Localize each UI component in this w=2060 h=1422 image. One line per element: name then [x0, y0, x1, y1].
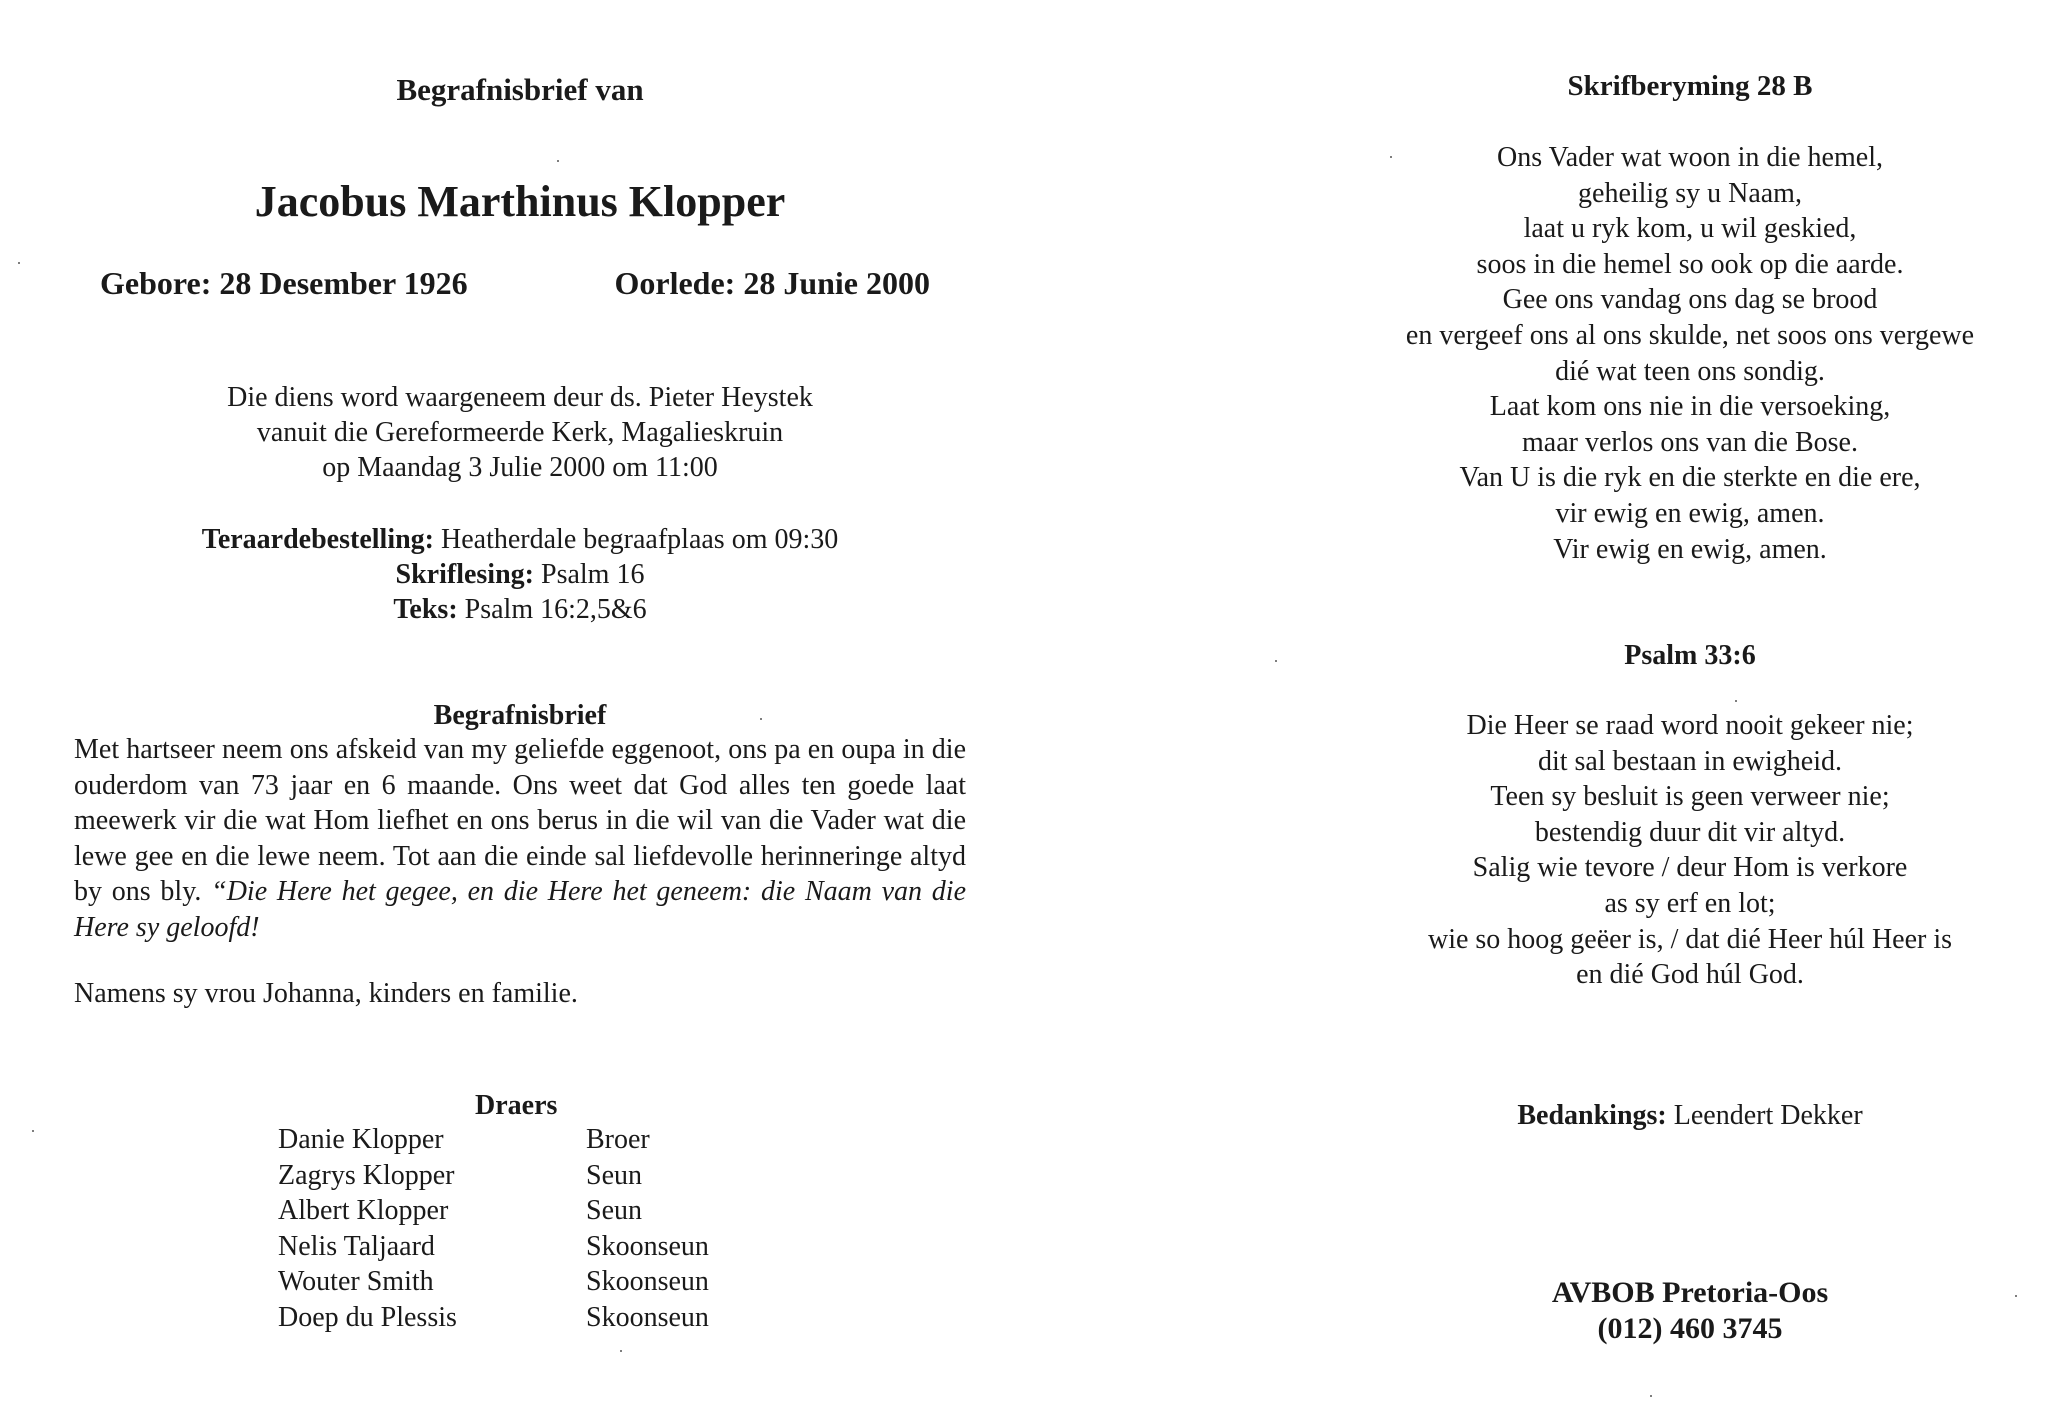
scan-speck: [32, 1130, 34, 1132]
psalm-line: Teen sy besluit is geen verweer nie;: [1490, 781, 1890, 813]
scan-speck: [1390, 156, 1392, 158]
hymn-line: Gee ons vandag ons dag se brood: [1502, 284, 1878, 316]
hymn-verse: [1320, 140, 2060, 567]
psalm-line: as sy erf en lot;: [1604, 887, 1776, 919]
bearer-row: [278, 1229, 758, 1265]
letter-quote: “Die Here het gegee, en die Here het geneem: die Naam van die Here sy geloofd!: [74, 876, 967, 943]
hymn-line: Laat kom ons nie in die versoeking,: [1489, 391, 1891, 423]
bearer-relation: Seun: [586, 1195, 642, 1226]
detail-interment: [70, 522, 970, 557]
psalm-title: Psalm 33:6: [1624, 640, 1756, 671]
deceased-name: Jacobus Marthinus Klopper: [254, 177, 786, 226]
psalm-verse: [1320, 708, 2060, 993]
detail-value: Psalm 16: [534, 559, 645, 590]
letter-text: Met hartseer neem ons afskeid van my geliefde eggenoot, ons pa en oupa in die ouderdom van 73 jaar en 6 maande. Ons weet dat God alles ten goede laat meewerk vir die wat Hom liefhet en ons berus in die wil van die Vader wat die lewe gee en die lewe neem. Tot aan die einde sal liefdevolle herinneringe altyd by ons bly.: [74, 734, 966, 907]
bearer-name: Danie Klopper: [278, 1124, 444, 1155]
service-info: [70, 380, 970, 485]
bearer-row: [278, 1193, 758, 1229]
scan-speck: [620, 1350, 622, 1352]
hymn-line: laat u ryk kom, u wil geskied,: [1523, 213, 1857, 245]
detail-value: Heatherdale begraafplaas om 09:30: [434, 524, 839, 555]
death-date: Oorlede: 28 Junie 2000: [614, 265, 930, 301]
bearer-row: [278, 1264, 758, 1300]
life-dates: [100, 265, 970, 302]
hymn-line: Ons Vader wat woon in die hemel,: [1497, 142, 1883, 173]
detail-label: Teks:: [393, 594, 458, 625]
hymn-title: Skrifberyming 28 B: [1567, 70, 1813, 102]
psalm-line: en dié God húl God.: [1576, 959, 1804, 991]
detail-label: Skriflesing:: [395, 559, 534, 590]
service-line: op Maandag 3 Julie 2000 om 11:00: [322, 452, 718, 483]
undertaker-name: AVBOB Pretoria-Oos: [1551, 1276, 1829, 1309]
thanks-value: Leendert Dekker: [1666, 1100, 1863, 1131]
bearers-title: Draers: [475, 1090, 558, 1121]
psalm-line: wie so hoog geëer is, / dat dié Heer húl Heer is: [1427, 923, 1953, 955]
letter-body: [74, 732, 966, 945]
undertaker-phone: (012) 460 3745: [1597, 1312, 1783, 1345]
thanks-line: [1360, 1100, 2020, 1132]
bearer-relation: Skoonseun: [586, 1266, 709, 1297]
bearer-relation: Broer: [586, 1124, 650, 1155]
scan-speck: [2015, 1295, 2017, 1297]
detail-value: Psalm 16:2,5&6: [457, 594, 647, 625]
scan-speck: [1735, 700, 1737, 702]
right-panel: [1360, 0, 2020, 1422]
bearer-name: Nelis Taljaard: [278, 1230, 435, 1262]
hymn-line: soos in die hemel so ook op die aarde.: [1476, 248, 1904, 280]
detail-label: Teraardebestelling:: [201, 524, 434, 555]
burial-details: [70, 522, 970, 627]
scan-speck: [1650, 1395, 1652, 1397]
scan-speck: [18, 262, 20, 264]
bearers-list: [278, 1122, 758, 1335]
service-line: vanuit die Gereformeerde Kerk, Magalieskruin: [256, 417, 784, 448]
bearer-relation: Skoonseun: [586, 1301, 709, 1333]
detail-text: [70, 592, 970, 627]
detail-reading: [70, 557, 970, 592]
hymn-line: en vergeef ons al ons skulde, net soos ons vergewe: [1405, 319, 1975, 351]
bearer-relation: Skoonseun: [586, 1230, 709, 1262]
hymn-line: dié wat teen ons sondig.: [1555, 355, 1825, 387]
psalm-line: bestendig duur dit vir altyd.: [1534, 816, 1846, 848]
birth-date: Gebore: 28 Desember 1926: [100, 265, 468, 301]
hymn-line: Van U is die ryk en die sterkte en die ere,: [1459, 462, 1921, 494]
hymn-line: vir ewig en ewig, amen.: [1555, 497, 1825, 529]
bearer-name: Wouter Smith: [278, 1266, 434, 1297]
scan-speck: [1275, 660, 1277, 662]
leaflet-heading: Begrafnisbrief van: [396, 72, 644, 107]
bearer-name: Albert Klopper: [278, 1195, 449, 1226]
hymn-line: geheilig sy u Naam,: [1578, 177, 1802, 209]
hymn-line: Vir ewig en ewig, amen.: [1553, 533, 1827, 565]
psalm-line: dit sal bestaan in ewigheid.: [1537, 745, 1843, 777]
undertaker-block: [1360, 1275, 2020, 1347]
psalm-line: Salig wie tevore / deur Hom is verkore: [1472, 852, 1908, 884]
bearer-row: [278, 1122, 758, 1158]
bearer-row: [278, 1158, 758, 1194]
thanks-label: Bedankings:: [1517, 1100, 1667, 1131]
letter-closing: Namens sy vrou Johanna, kinders en familie.: [74, 978, 578, 1009]
psalm-line: Die Heer se raad word nooit gekeer nie;: [1466, 710, 1914, 741]
bearer-name: Zagrys Klopper: [278, 1159, 455, 1191]
hymn-line: maar verlos ons van die Bose.: [1522, 426, 1858, 458]
scan-speck: [760, 718, 762, 720]
bearer-row: [278, 1300, 758, 1336]
scan-speck: [557, 160, 559, 162]
bearer-relation: Seun: [586, 1159, 642, 1191]
service-line: Die diens word waargeneem deur ds. Pieter Heystek: [227, 382, 813, 413]
letter-title: Begrafnisbrief: [433, 700, 607, 731]
bearer-name: Doep du Plessis: [278, 1301, 457, 1333]
